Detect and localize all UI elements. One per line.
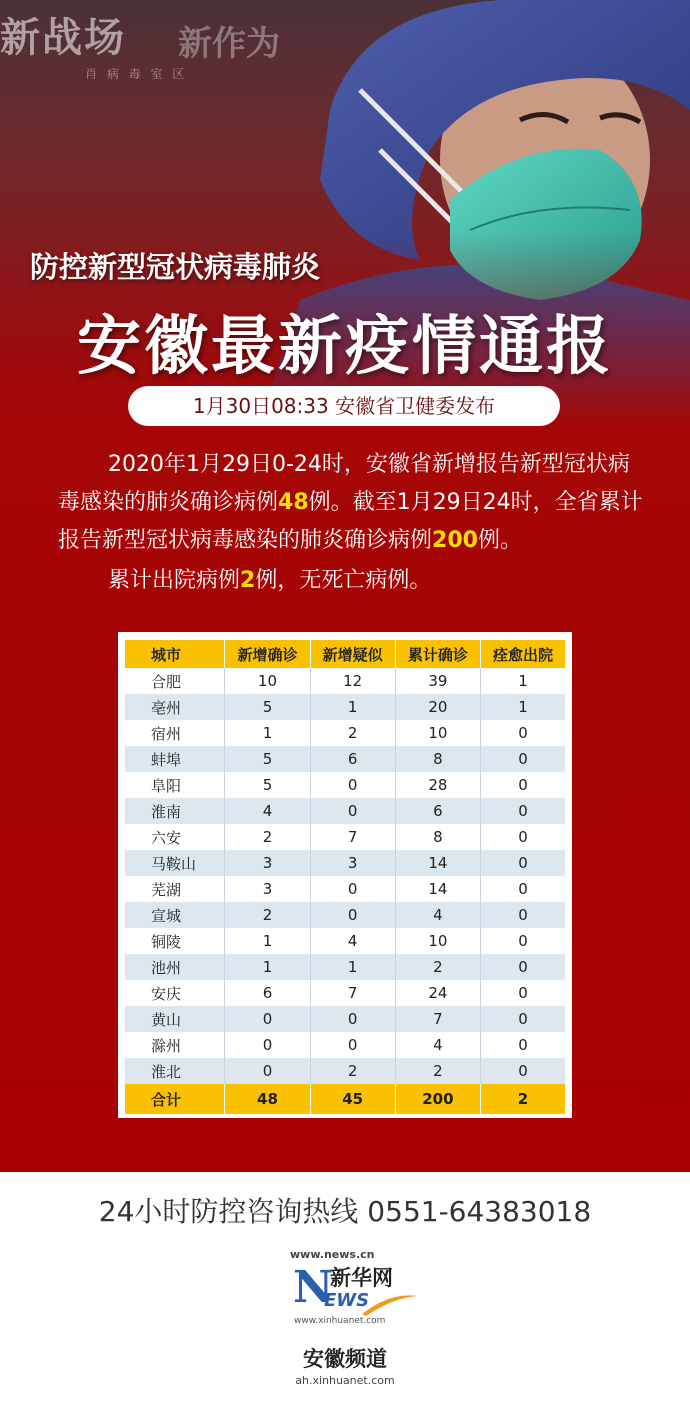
table-row: [125, 980, 565, 1006]
new-suspected-cell: 0: [310, 798, 395, 824]
total-confirmed-cell: 2: [395, 1058, 480, 1084]
recovered-cell: 0: [480, 746, 565, 772]
discharge-text-1: 累计出院病例: [108, 568, 241, 593]
recovered-cell: 0: [480, 980, 565, 1006]
city-cell: 芜湖: [125, 876, 225, 902]
subtitle: 防控新型冠状病毒肺炎: [30, 250, 321, 284]
column-header-new-confirmed: 新增确诊: [225, 640, 310, 668]
new-suspected-cell: 0: [310, 1032, 395, 1058]
new-suspected-cell: 2: [310, 720, 395, 746]
recovered-cell: 0: [480, 902, 565, 928]
new-confirmed-cell: 2: [225, 824, 310, 850]
new-suspected-cell: 4: [310, 928, 395, 954]
city-cell: 马鞍山: [125, 850, 225, 876]
total-confirmed-cell: 7: [395, 1006, 480, 1032]
total-recovered-cell: 2: [480, 1084, 565, 1114]
recovered-cell: 0: [480, 1032, 565, 1058]
table-header-row: [125, 640, 565, 668]
new-suspected-cell: 3: [310, 850, 395, 876]
table-total-row: [125, 1084, 565, 1114]
new-confirmed-cell: 6: [225, 980, 310, 1006]
table-row: [125, 902, 565, 928]
total-confirmed-cell: 4: [395, 902, 480, 928]
logo-swoosh-icon: [360, 1288, 420, 1318]
recovered-cell: 0: [480, 850, 565, 876]
new-confirmed-cell: 3: [225, 850, 310, 876]
new-suspected-cell: 7: [310, 980, 395, 1006]
recovered-cell: 0: [480, 824, 565, 850]
new-confirmed-cell: 1: [225, 928, 310, 954]
table-row: [125, 824, 565, 850]
total-cases-count: 200: [432, 528, 478, 553]
report-text-2: 例。截至1月29日24时，全省累计报告新型冠状病毒感染的肺炎确诊病例: [58, 490, 643, 553]
new-suspected-cell: 7: [310, 824, 395, 850]
city-cell: 铜陵: [125, 928, 225, 954]
total-confirmed-cell: 4: [395, 1032, 480, 1058]
table-row: [125, 798, 565, 824]
city-cell: 合肥: [125, 668, 225, 694]
new-confirmed-cell: 3: [225, 876, 310, 902]
total-new-suspected-cell: 45: [310, 1084, 395, 1114]
city-cell: 宣城: [125, 902, 225, 928]
new-confirmed-cell: 0: [225, 1006, 310, 1032]
channel-url: ah.xinhuanet.com: [295, 1374, 395, 1387]
total-confirmed-cell: 14: [395, 850, 480, 876]
recovered-cell: 0: [480, 1006, 565, 1032]
new-suspected-cell: 0: [310, 1006, 395, 1032]
new-suspected-cell: 0: [310, 876, 395, 902]
total-confirmed-cell: 8: [395, 824, 480, 850]
total-confirmed-cell: 39: [395, 668, 480, 694]
table-body: [125, 668, 565, 1114]
recovered-cell: 0: [480, 772, 565, 798]
city-cell: 淮南: [125, 798, 225, 824]
table-row: [125, 720, 565, 746]
total-confirmed-cell: 28: [395, 772, 480, 798]
new-confirmed-cell: 4: [225, 798, 310, 824]
recovered-cell: 1: [480, 668, 565, 694]
new-suspected-cell: 0: [310, 902, 395, 928]
new-suspected-cell: 1: [310, 954, 395, 980]
city-cell: 六安: [125, 824, 225, 850]
report-text-3: 例。: [477, 528, 522, 553]
report-text-1: 2020年1月29日0-24时，安徽省新增报告新型冠状病毒感染的肺炎确诊病例: [58, 452, 630, 515]
recovered-cell: 0: [480, 876, 565, 902]
new-suspected-cell: 1: [310, 694, 395, 720]
new-confirmed-cell: 0: [225, 1032, 310, 1058]
total-new-confirmed-cell: 48: [225, 1084, 310, 1114]
column-header-new-suspected: 新增疑似: [310, 640, 395, 668]
total-confirmed-cell: 10: [395, 720, 480, 746]
recovered-cell: 1: [480, 694, 565, 720]
city-cell: 安庆: [125, 980, 225, 1006]
new-suspected-cell: 0: [310, 772, 395, 798]
city-cell: 阜阳: [125, 772, 225, 798]
logo-site: www.xinhuanet.com: [294, 1316, 386, 1326]
column-header-recovered: 痊愈出院: [480, 640, 565, 668]
table-row: [125, 876, 565, 902]
city-cell: 黄山: [125, 1006, 225, 1032]
new-confirmed-cell: 1: [225, 954, 310, 980]
page-title: 安徽最新疫情通报: [77, 310, 613, 384]
city-cell: 滁州: [125, 1032, 225, 1058]
total-label-cell: 合计: [125, 1084, 225, 1114]
report-paragraph: [58, 446, 648, 560]
table-row: [125, 1006, 565, 1032]
table-row: [125, 928, 565, 954]
new-cases-count: 48: [278, 490, 309, 515]
discharge-paragraph: [108, 562, 690, 600]
table-row: [125, 694, 565, 720]
hotline-text: 24小时防控咨询热线 0551-64383018: [98, 1195, 592, 1228]
new-confirmed-cell: 2: [225, 902, 310, 928]
city-cell: 宿州: [125, 720, 225, 746]
new-confirmed-cell: 1: [225, 720, 310, 746]
total-confirmed-cell: 6: [395, 798, 480, 824]
column-header-city: 城市: [125, 640, 225, 668]
column-header-total-confirmed: 累计确诊: [395, 640, 480, 668]
city-cell: 淮北: [125, 1058, 225, 1084]
total-confirmed-cell: 8: [395, 746, 480, 772]
total-confirmed-cell: 24: [395, 980, 480, 1006]
total-confirmed-cell: 14: [395, 876, 480, 902]
table-row: [125, 668, 565, 694]
city-cell: 池州: [125, 954, 225, 980]
recovered-cell: 0: [480, 720, 565, 746]
recovered-cell: 0: [480, 798, 565, 824]
xinhuanet-logo: [290, 1248, 430, 1348]
new-suspected-cell: 12: [310, 668, 395, 694]
new-confirmed-cell: 5: [225, 746, 310, 772]
table-row: [125, 772, 565, 798]
logo-ews-letters: EWS: [324, 1290, 370, 1311]
total-confirmed-cell: 200: [395, 1084, 480, 1114]
new-confirmed-cell: 5: [225, 772, 310, 798]
table-row: [125, 1032, 565, 1058]
total-confirmed-cell: 2: [395, 954, 480, 980]
total-confirmed-cell: 20: [395, 694, 480, 720]
new-confirmed-cell: 5: [225, 694, 310, 720]
discharged-count: 2: [240, 568, 256, 593]
logo-n-letter: N: [293, 1262, 334, 1313]
discharge-text-2: 例，无死亡病例。: [255, 568, 432, 593]
logo-chinese-name: 新华网: [330, 1266, 393, 1290]
table-row: [125, 746, 565, 772]
city-cell: 蚌埠: [125, 746, 225, 772]
cases-table: [125, 640, 565, 1114]
channel-name: 安徽频道: [303, 1347, 387, 1371]
table-row: [125, 954, 565, 980]
city-cell: 亳州: [125, 694, 225, 720]
recovered-cell: 0: [480, 928, 565, 954]
recovered-cell: 0: [480, 954, 565, 980]
new-confirmed-cell: 0: [225, 1058, 310, 1084]
table-row: [125, 1058, 565, 1084]
logo-url: www.news.cn: [290, 1248, 375, 1261]
cases-table-card: [118, 632, 572, 1118]
publish-date-badge: 1月30日08:33 安徽省卫健委发布: [128, 386, 560, 426]
recovered-cell: 0: [480, 1058, 565, 1084]
new-confirmed-cell: 10: [225, 668, 310, 694]
new-suspected-cell: 2: [310, 1058, 395, 1084]
new-suspected-cell: 6: [310, 746, 395, 772]
total-confirmed-cell: 10: [395, 928, 480, 954]
table-row: [125, 850, 565, 876]
